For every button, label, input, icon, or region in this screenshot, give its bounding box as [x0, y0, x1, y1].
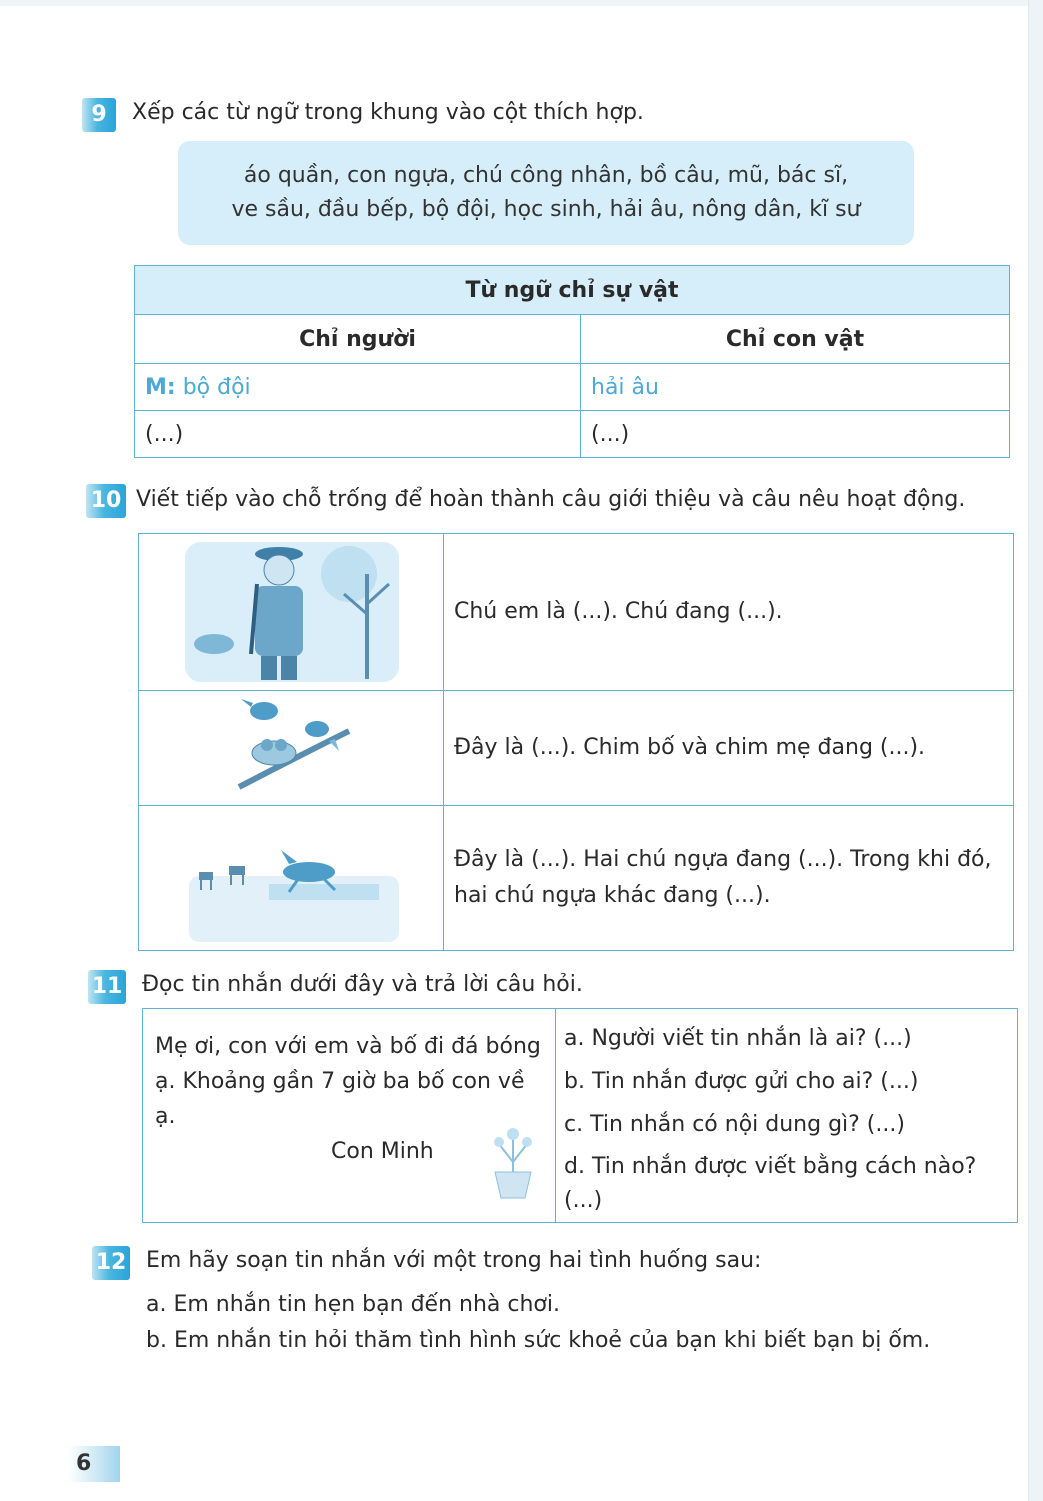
page-top-edge — [0, 0, 1043, 6]
message-text: Mẹ ơi, con với em và bố đi đá bóng ạ. Khoảng gần 7 giờ ba bố con về ạ. — [155, 1034, 541, 1129]
soldier-illustration — [139, 534, 443, 684]
example-label: M: — [145, 374, 176, 400]
birds-picture-cell — [139, 691, 444, 806]
blank-person-cell[interactable]: (...) — [135, 411, 581, 458]
question-9-number: 9 — [82, 98, 116, 132]
column-people-header: Chỉ người — [135, 315, 581, 364]
question-c[interactable]: c. Tin nhắn có nội dung gì? (...) — [564, 1112, 905, 1137]
question-9-prompt: Xếp các từ ngữ trong khung vào cột thích hợp. — [132, 100, 644, 125]
page-right-edge — [1028, 0, 1043, 1501]
situation-a: a. Em nhắn tin hẹn bạn đến nhà chơi. — [146, 1292, 560, 1317]
classification-table — [134, 265, 1010, 458]
word-box — [178, 141, 914, 245]
questions-cell — [556, 1009, 1018, 1223]
row-birds-text[interactable]: Đây là (...). Chim bố và chim mẹ đang (...). — [444, 691, 1014, 806]
word-list-line-2: ve sầu, đầu bếp, bộ đội, học sinh, hải âu, nông dân, kĩ sư — [231, 197, 861, 222]
question-11-number: 11 — [88, 970, 126, 1004]
question-10-prompt: Viết tiếp vào chỗ trống để hoàn thành câu giới thiệu và câu nêu hoạt động. — [136, 487, 966, 512]
example-person-cell[interactable] — [135, 364, 581, 411]
message-signature: Con Minh — [331, 1139, 434, 1164]
situation-b: b. Em nhắn tin hỏi thăm tình hình sức khoẻ của bạn khi biết bạn bị ốm. — [146, 1328, 931, 1353]
message-cell — [143, 1009, 556, 1223]
flower-pot-illustration — [485, 1122, 541, 1202]
soldier-picture-cell — [139, 534, 444, 691]
question-12-number: 12 — [92, 1246, 130, 1280]
question-10-number: 10 — [86, 484, 126, 518]
example-animal-cell[interactable]: hải âu — [581, 364, 1010, 411]
activity-table — [138, 533, 1014, 951]
page-number: 6 — [68, 1446, 120, 1482]
example-person: bộ đội — [182, 374, 251, 400]
question-d[interactable]: d. Tin nhắn được viết bằng cách nào? (...) — [564, 1154, 977, 1213]
horses-picture-cell — [139, 806, 444, 951]
question-11-prompt: Đọc tin nhắn dưới đây và trả lời câu hỏi. — [142, 972, 583, 997]
birds-nest-illustration — [139, 691, 443, 799]
row-horses-text[interactable]: Đây là (...). Hai chú ngựa đang (...). Trong khi đó, hai chú ngựa khác đang (...). — [444, 806, 1014, 951]
row-soldier-text[interactable]: Chú em là (...). Chú đang (...). — [444, 534, 1014, 691]
message-table — [142, 1008, 1018, 1223]
blank-animal-cell[interactable]: (...) — [581, 411, 1010, 458]
question-a[interactable]: a. Người viết tin nhắn là ai? (...) — [564, 1026, 912, 1051]
question-b[interactable]: b. Tin nhắn được gửi cho ai? (...) — [564, 1069, 919, 1094]
word-list-line-1: áo quần, con ngựa, chú công nhân, bồ câu, mũ, bác sĩ, — [243, 163, 849, 188]
table-header: Từ ngữ chỉ sự vật — [135, 266, 1010, 315]
question-12-prompt: Em hãy soạn tin nhắn với một trong hai tình huống sau: — [146, 1248, 762, 1273]
column-animals-header: Chỉ con vật — [581, 315, 1010, 364]
horses-illustration — [139, 806, 443, 944]
